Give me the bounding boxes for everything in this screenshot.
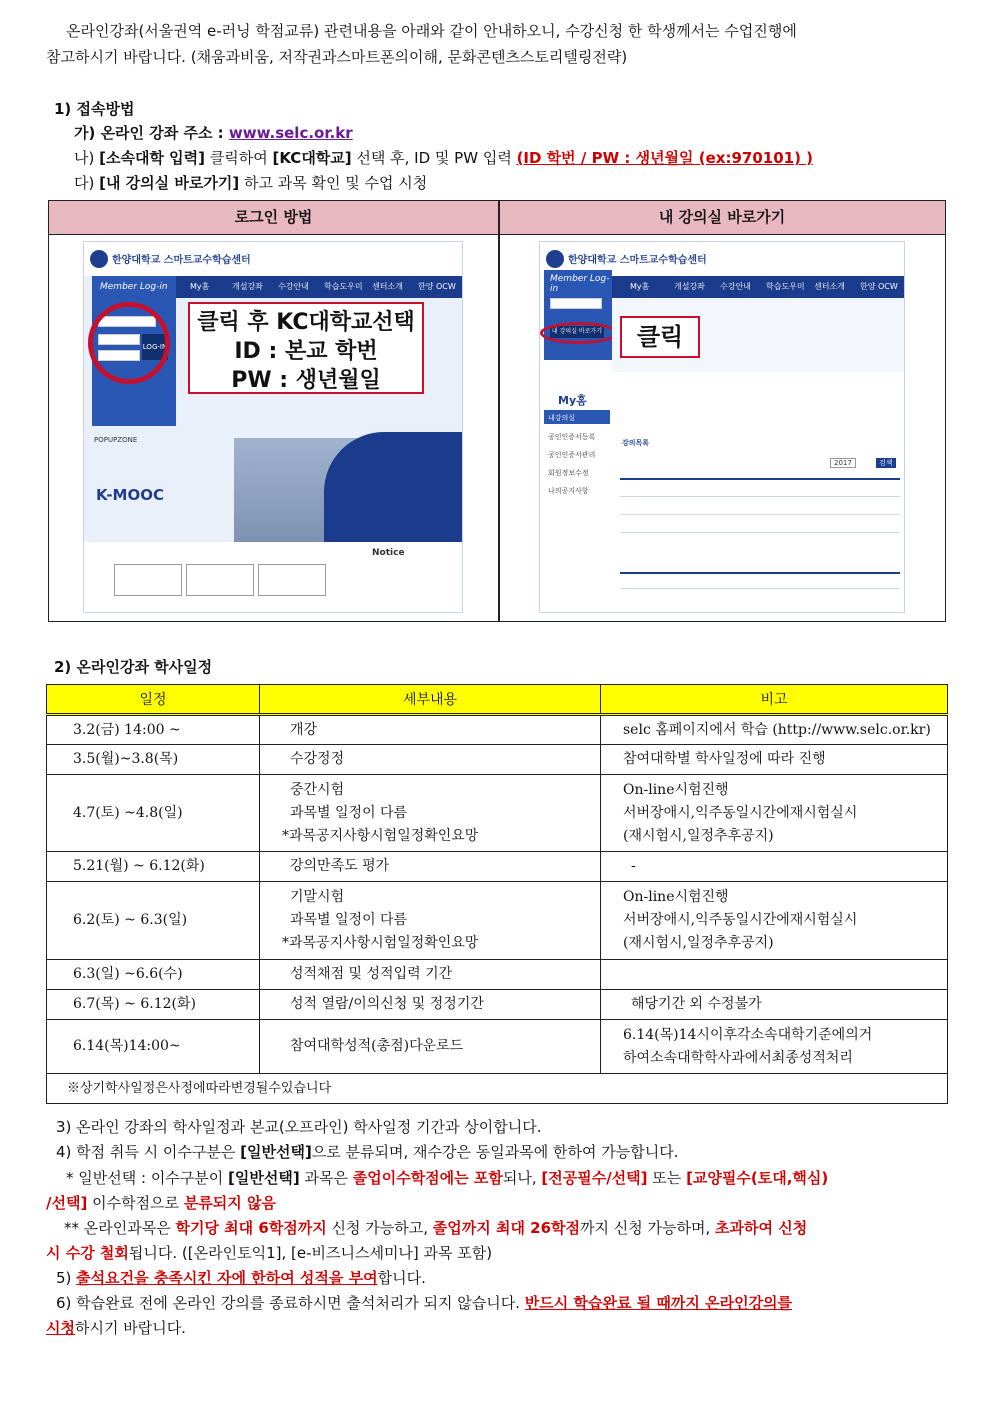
- schedule-table: [46, 684, 948, 1104]
- table-row: [47, 715, 948, 745]
- detail-line: 과목별 일정이 다름: [290, 804, 408, 821]
- detail-line: *과목공지사항시험일정확인요망: [282, 935, 479, 951]
- item-b-mid1: 클릭하여: [205, 149, 273, 167]
- star-h: [교양필수(토대,핵심): [686, 1169, 829, 1187]
- note-6-line2: [46, 1315, 186, 1341]
- row-note: [601, 775, 948, 852]
- login-instruction-callout: [188, 302, 424, 394]
- nav-ocw-right[interactable]: 한양 OCW: [860, 282, 898, 291]
- note-line: 6.14(목)14시이후각소속대학기준에의거: [623, 1026, 873, 1043]
- table-top-rule: [620, 478, 900, 480]
- note-line: 하여소속대학학사과에서최종성적처리: [623, 1049, 853, 1066]
- banner-thumb-1[interactable]: [114, 564, 182, 596]
- search-button[interactable]: 검색: [876, 458, 896, 468]
- section1-item-c: [74, 170, 427, 196]
- screenshot-divider: [498, 201, 500, 621]
- note-star-line1: [66, 1165, 828, 1191]
- note5-a: 5): [56, 1269, 77, 1287]
- section1-title: 1) 접속방법: [54, 100, 135, 118]
- click-callout: 클릭: [620, 316, 700, 358]
- member-login-title-right: Member Log-in: [550, 274, 610, 294]
- side-item-profile[interactable]: 회원정보수정: [548, 469, 589, 477]
- star-f: [전공필수/선택]: [541, 1169, 648, 1187]
- item-b-mid2: 선택 후, ID 및 PW 입력: [351, 149, 517, 167]
- screenshot-table: [48, 200, 946, 622]
- row-note: 해당기간 외 수정불가: [601, 990, 948, 1020]
- detail-line: 과목별 일정이 다름: [290, 912, 408, 928]
- section1-item-a: [74, 120, 353, 146]
- note5-b: 출석요건을 충족시킨 자에 한하여 성적을 부여: [76, 1269, 378, 1287]
- star-g: 또는: [647, 1169, 687, 1187]
- nav-courses-right[interactable]: 개설강좌: [674, 282, 705, 291]
- nav-center-right[interactable]: 센터소개: [814, 282, 845, 291]
- note-5: [56, 1265, 426, 1291]
- nav-myhome[interactable]: My홈: [190, 282, 210, 291]
- note6-c: 시청: [46, 1319, 75, 1337]
- year-select[interactable]: 2017: [830, 458, 856, 468]
- table-rule-1: [620, 496, 900, 497]
- note-dstar-line1: [64, 1215, 807, 1241]
- site-logo-text: 한양대학교 스마트교수학습센터: [112, 255, 251, 266]
- star-k: 분류되지 않음: [183, 1194, 276, 1212]
- nav-help-right[interactable]: 학습도우미: [766, 282, 805, 291]
- dstar-g: 시 수강 철회: [46, 1244, 129, 1262]
- dstar-e: 까지 신청 가능하며,: [580, 1219, 716, 1237]
- login-button[interactable]: LOG-IN: [142, 334, 168, 360]
- nav-guide[interactable]: 수강안내: [278, 282, 309, 291]
- classroom-screenshot: [539, 241, 905, 613]
- callout-line-2: ID : 본교 학번: [234, 339, 378, 364]
- popupzone-label: POPUPZONE: [94, 436, 138, 444]
- table-row: [47, 852, 948, 882]
- dstar-d: 졸업까지 최대 26학점: [432, 1219, 581, 1237]
- section2-title: 2) 온라인강좌 학사일정: [54, 658, 213, 676]
- row-note: [601, 882, 948, 960]
- row-date: 6.2(토) ~ 6.3(일): [47, 882, 260, 960]
- note-line: On-line시험진행: [623, 889, 729, 905]
- nav-help[interactable]: 학습도우미: [324, 282, 363, 291]
- row-date: 6.3(일) ~6.6(수): [47, 960, 260, 990]
- notice-label: Notice: [372, 548, 405, 558]
- intro-line-1: 온라인강좌(서울권역 e-러닝 학점교류) 관련내용을 아래와 같이 안내하오니, 수강신청 한 학생께서는 수업진행에: [66, 22, 797, 40]
- side-item-cert-manage[interactable]: 공인인증서관리: [548, 451, 596, 459]
- table-footnote-row: [47, 1074, 948, 1104]
- item-b-credentials: (ID 학번 / PW : 생년월일 (ex:970101) ): [516, 149, 814, 167]
- nav-courses[interactable]: 개설강좌: [232, 282, 263, 291]
- row-detail: 강의만족도 평가: [260, 852, 601, 882]
- row-date: 6.7(목) ~ 6.12(화): [47, 990, 260, 1020]
- lecture-list-label: 강의목록: [622, 439, 650, 447]
- table-row: [47, 1020, 948, 1074]
- row-date: 4.7(토) ~4.8(일): [47, 775, 260, 852]
- note-line: 서버장애시,익주동일시간에재시험실시: [623, 804, 858, 821]
- note6-d: 하시기 바랍니다.: [74, 1319, 186, 1337]
- left-header: 로그인 방법: [49, 201, 498, 235]
- dstar-f: 초과하여 신청: [715, 1219, 808, 1237]
- classroom-highlight-oval: [540, 322, 618, 344]
- callout-line-3: PW : 생년월일: [231, 368, 381, 393]
- table-row: [47, 775, 948, 852]
- row-note: [601, 960, 948, 990]
- detail-line: *과목공지사항시험일정확인요망: [282, 827, 479, 844]
- callout-line-1: 클릭 후 KC대학교선택: [197, 310, 415, 335]
- row-note: 참여대학별 학사일정에 따라 진행: [601, 745, 948, 775]
- item-c-prefix: 다): [74, 174, 100, 192]
- nav-myhome-right[interactable]: My홈: [630, 282, 650, 291]
- item-c-rest: 하고 과목 확인 및 수업 시청: [239, 174, 428, 192]
- section1-item-b: [74, 145, 813, 171]
- kmooc-logo: K-MOOC: [96, 486, 164, 504]
- row-detail: 수강정정: [260, 745, 601, 775]
- note4-a: 4) 학점 취득 시 이수구분은: [56, 1143, 241, 1161]
- university-logo-icon: [90, 250, 108, 268]
- star-e: 되나,: [502, 1169, 542, 1187]
- note-line: (재시험시,일정추후공지): [623, 827, 774, 844]
- site-logo-text-right: 한양대학교 스마트교수학습센터: [568, 255, 707, 266]
- row-detail: [260, 775, 601, 852]
- university-logo-icon-right: [546, 250, 564, 268]
- row-date: 3.2(금) 14:00 ~: [47, 715, 260, 745]
- myhome-title: My홈: [558, 394, 587, 407]
- side-item-classroom[interactable]: 내강의실: [548, 414, 576, 422]
- member-login-title: Member Log-in: [100, 282, 168, 292]
- nav-guide-right[interactable]: 수강안내: [720, 282, 751, 291]
- star-c: 과목은: [299, 1169, 353, 1187]
- nav-ocw[interactable]: 한양 OCW: [418, 282, 456, 291]
- star-a: * 일반선택 : 이수구분이: [66, 1169, 229, 1187]
- row-detail: [260, 882, 601, 960]
- header-note: 비고: [601, 685, 948, 715]
- login-highlight-ring: [88, 302, 170, 384]
- intro-line-2: 참고하시기 바랍니다. (채움과비움, 저작권과스마트폰의이해, 문화콘텐츠스토리텔링전략): [46, 48, 628, 66]
- banner-thumb-2[interactable]: [186, 564, 254, 596]
- row-detail: 참여대학성적(총점)다운로드: [260, 1020, 601, 1074]
- login-screenshot: [83, 241, 463, 613]
- note6-b: 반드시 학습완료 될 때까지 온라인강의를: [524, 1294, 793, 1312]
- table-row: [47, 745, 948, 775]
- nav-center[interactable]: 센터소개: [372, 282, 403, 291]
- star-b: [일반선택]: [228, 1169, 300, 1187]
- table-row: [47, 990, 948, 1020]
- my-classroom-button[interactable]: 내 강의실 바로가기: [550, 326, 604, 338]
- header-date: 일정: [47, 685, 260, 715]
- note-line: (재시험시,일정추후공지): [623, 935, 774, 951]
- table-rule-2: [620, 514, 900, 515]
- note4-c: 으로 분류되며, 재수강은 동일과목에 한하여 가능합니다.: [311, 1143, 679, 1161]
- note-6-line1: [56, 1290, 792, 1316]
- note-line: On-line시험진행: [623, 781, 729, 798]
- schedule-header-row: [47, 685, 948, 715]
- side-item-notice[interactable]: 나의공지사항: [548, 487, 589, 495]
- detail-line: 중간시험: [290, 781, 345, 798]
- note-3: 3) 온라인 강좌의 학사일정과 본교(오프라인) 학사일정 기간과 상이합니다.: [56, 1118, 542, 1136]
- row-detail: 성적채점 및 성적입력 기간: [260, 960, 601, 990]
- row-date: 6.14(목)14:00~: [47, 1020, 260, 1074]
- note4-b: [일반선택]: [240, 1143, 312, 1161]
- row-note: selc 홈페이지에서 학습 (http://www.selc.or.kr): [601, 715, 948, 745]
- table2-rule: [620, 588, 900, 589]
- quick-menu-panel: [324, 432, 463, 542]
- note-line: 서버장애시,익주동일시간에재시험실시: [623, 912, 858, 928]
- detail-line: 기말시험: [290, 889, 345, 905]
- row-detail: 성적 열람/이의신청 및 정정기간: [260, 990, 601, 1020]
- right-header: 내 강의실 바로가기: [499, 201, 945, 235]
- schedule-footnote: ※상기학사일정은사정에따라변경될수있습니다: [47, 1074, 948, 1104]
- dstar-b: 학기당 최대 6학점까지: [175, 1219, 327, 1237]
- row-date: 5.21(월) ~ 6.12(화): [47, 852, 260, 882]
- item-b-prefix: 나): [74, 149, 100, 167]
- site-nav: [176, 276, 463, 298]
- site-header: [84, 242, 462, 276]
- row-note: [601, 1020, 948, 1074]
- note-star-line2: [46, 1190, 276, 1216]
- dstar-c: 신청 가능하고,: [326, 1219, 433, 1237]
- note6-a: 6) 학습완료 전에 온라인 강의를 종료하시면 출석처리가 되지 않습니다.: [56, 1294, 525, 1312]
- item-a-label: 가) 온라인 강좌 주소 :: [74, 124, 229, 142]
- row-note: -: [601, 852, 948, 882]
- table2-top-rule: [620, 572, 900, 574]
- note5-c: 합니다.: [377, 1269, 426, 1287]
- row-date: 3.5(월)~3.8(목): [47, 745, 260, 775]
- note-4: [56, 1139, 678, 1165]
- item-b-bold2: [KC대학교]: [272, 149, 352, 167]
- dstar-h: 됩니다. ([온라인토익1], [e-비즈니스세미나] 과목 포함): [128, 1244, 493, 1262]
- header-detail: 세부내용: [260, 685, 601, 715]
- login-box-right: [544, 270, 612, 360]
- note-dstar-line2: [46, 1240, 492, 1266]
- logged-in-field: [550, 298, 602, 309]
- item-c-bold: [내 강의실 바로가기]: [99, 174, 240, 192]
- selc-link[interactable]: www.selc.or.kr: [228, 124, 353, 142]
- star-j: 이수학점으로: [87, 1194, 184, 1212]
- table-rule-3: [620, 532, 900, 533]
- table-row: [47, 882, 948, 960]
- star-i: /선택]: [46, 1194, 88, 1212]
- item-b-bold1: [소속대학 입력]: [99, 149, 205, 167]
- side-item-cert-register[interactable]: 공인인증서등록: [548, 433, 596, 441]
- banner-thumb-3[interactable]: [258, 564, 326, 596]
- site-nav-right: [612, 276, 905, 298]
- row-detail: 개강: [260, 715, 601, 745]
- dstar-a: ** 온라인과목은: [64, 1219, 176, 1237]
- table-row: [47, 960, 948, 990]
- star-d: 졸업이수학점에는 포함: [352, 1169, 503, 1187]
